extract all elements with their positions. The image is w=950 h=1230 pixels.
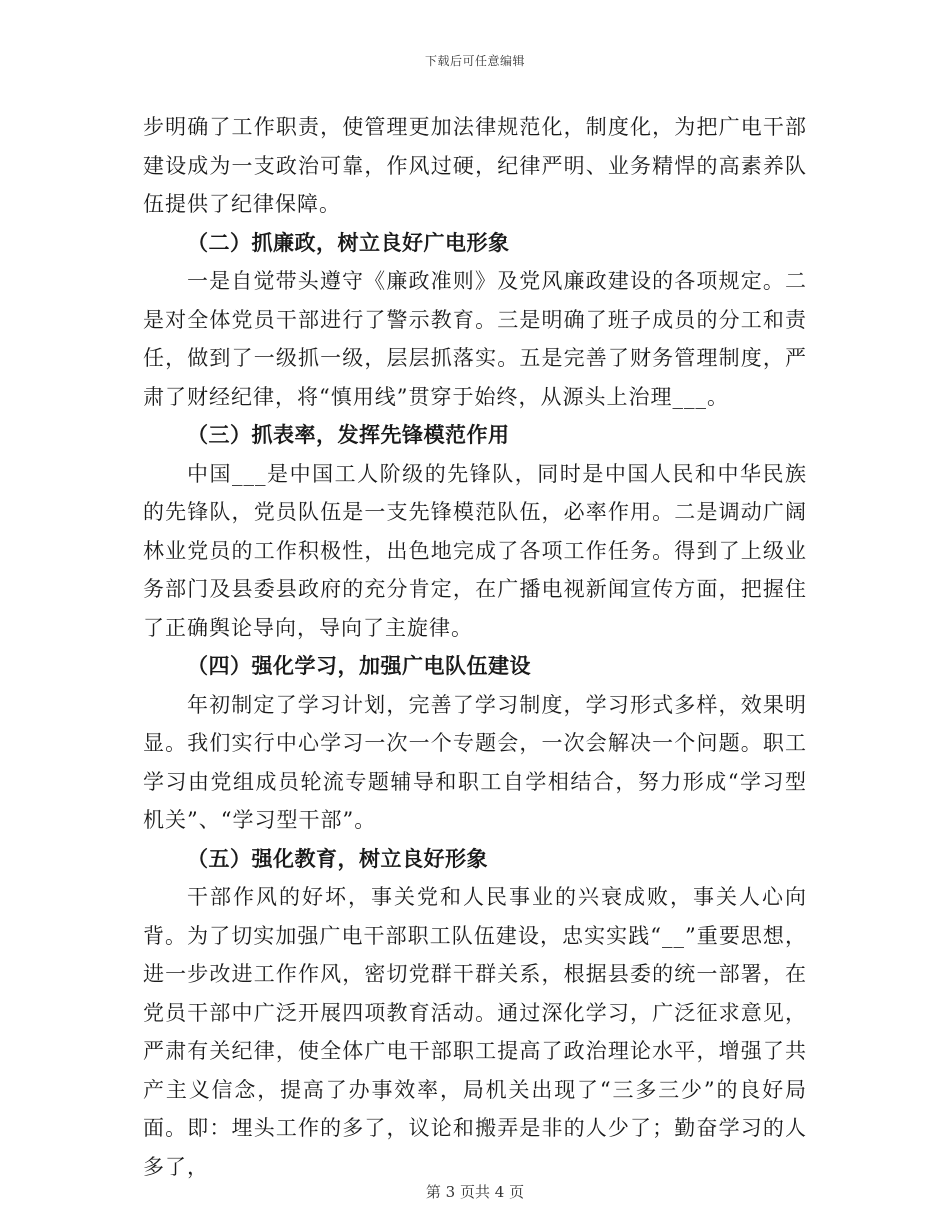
paragraph-exemplary: 中国___是中国工人阶级的先锋队，同时是中国人民和中华民族的先锋队，党员队伍是一支先锋模范队伍，必率作用。二是调动广阔林业党员的工作积极性，出色地完成了各项工作任务。得到了上级业务部门及县委县政府的充分肯定，在广播电视新闻宣传方面，把握住了正确舆论导向，导向了主旋律。 xyxy=(143,461,807,640)
document-body xyxy=(143,108,807,1186)
section-heading-2: （二）抓廉政，树立良好广电形象 xyxy=(187,229,510,255)
paragraph-education: 干部作风的好坏，事关党和人民事业的兴衰成败，事关人心向背。为了切实加强广电干部职工队伍建设，忠实实践“__”重要思想，进一步改进工作作风，密切党群干群关系，根据县委的统一部署，在党员干部中广泛开展四项教育活动。通过深化学习，广泛征求意见，严肃有关纪律，使全体广电干部职工提高了政治理论水平，增强了共产主义信念，提高了办事效率，局机关出现了“三多三少”的良好局面。即：埋头工作的多了，议论和搬弄是非的人少了；勤奋学习的人多了， xyxy=(143,885,807,1179)
paragraph-continuation: 步明确了工作职责，使管理更加法律规范化，制度化，为把广电干部建设成为一支政治可靠，作风过硬，纪律严明、业务精悍的高素养队伍提供了纪律保障。 xyxy=(143,115,807,216)
section-heading-5: （五）强化教育，树立良好形象 xyxy=(187,845,488,871)
section-heading-3: （三）抓表率，发挥先锋模范作用 xyxy=(187,422,510,447)
paragraph-study: 年初制定了学习计划，完善了学习制度，学习形式多样，效果明显。我们实行中心学习一次一个专题会，一次会解决一个问题。职工学习由党组成员轮流专题辅导和职工自学相结合，努力形成“学习型机关”、“学习型干部”。 xyxy=(143,692,807,832)
section-heading-4: （四）强化学习，加强广电队伍建设 xyxy=(187,653,531,678)
page-header: 下载后可任意编辑 xyxy=(424,54,525,68)
paragraph-integrity: 一是自觉带头遵守《廉政准则》及党风廉政建设的各项规定。二是对全体党员干部进行了警示教育。三是明确了班子成员的分工和责任，做到了一级抓一级，层层抓落实。五是完善了财务管理制度，严肃了财经纪律，将“慎用线”贯穿于始终，从源头上治理___。 xyxy=(143,269,807,409)
page-footer: 第 3 页共 4 页 xyxy=(425,1183,525,1201)
